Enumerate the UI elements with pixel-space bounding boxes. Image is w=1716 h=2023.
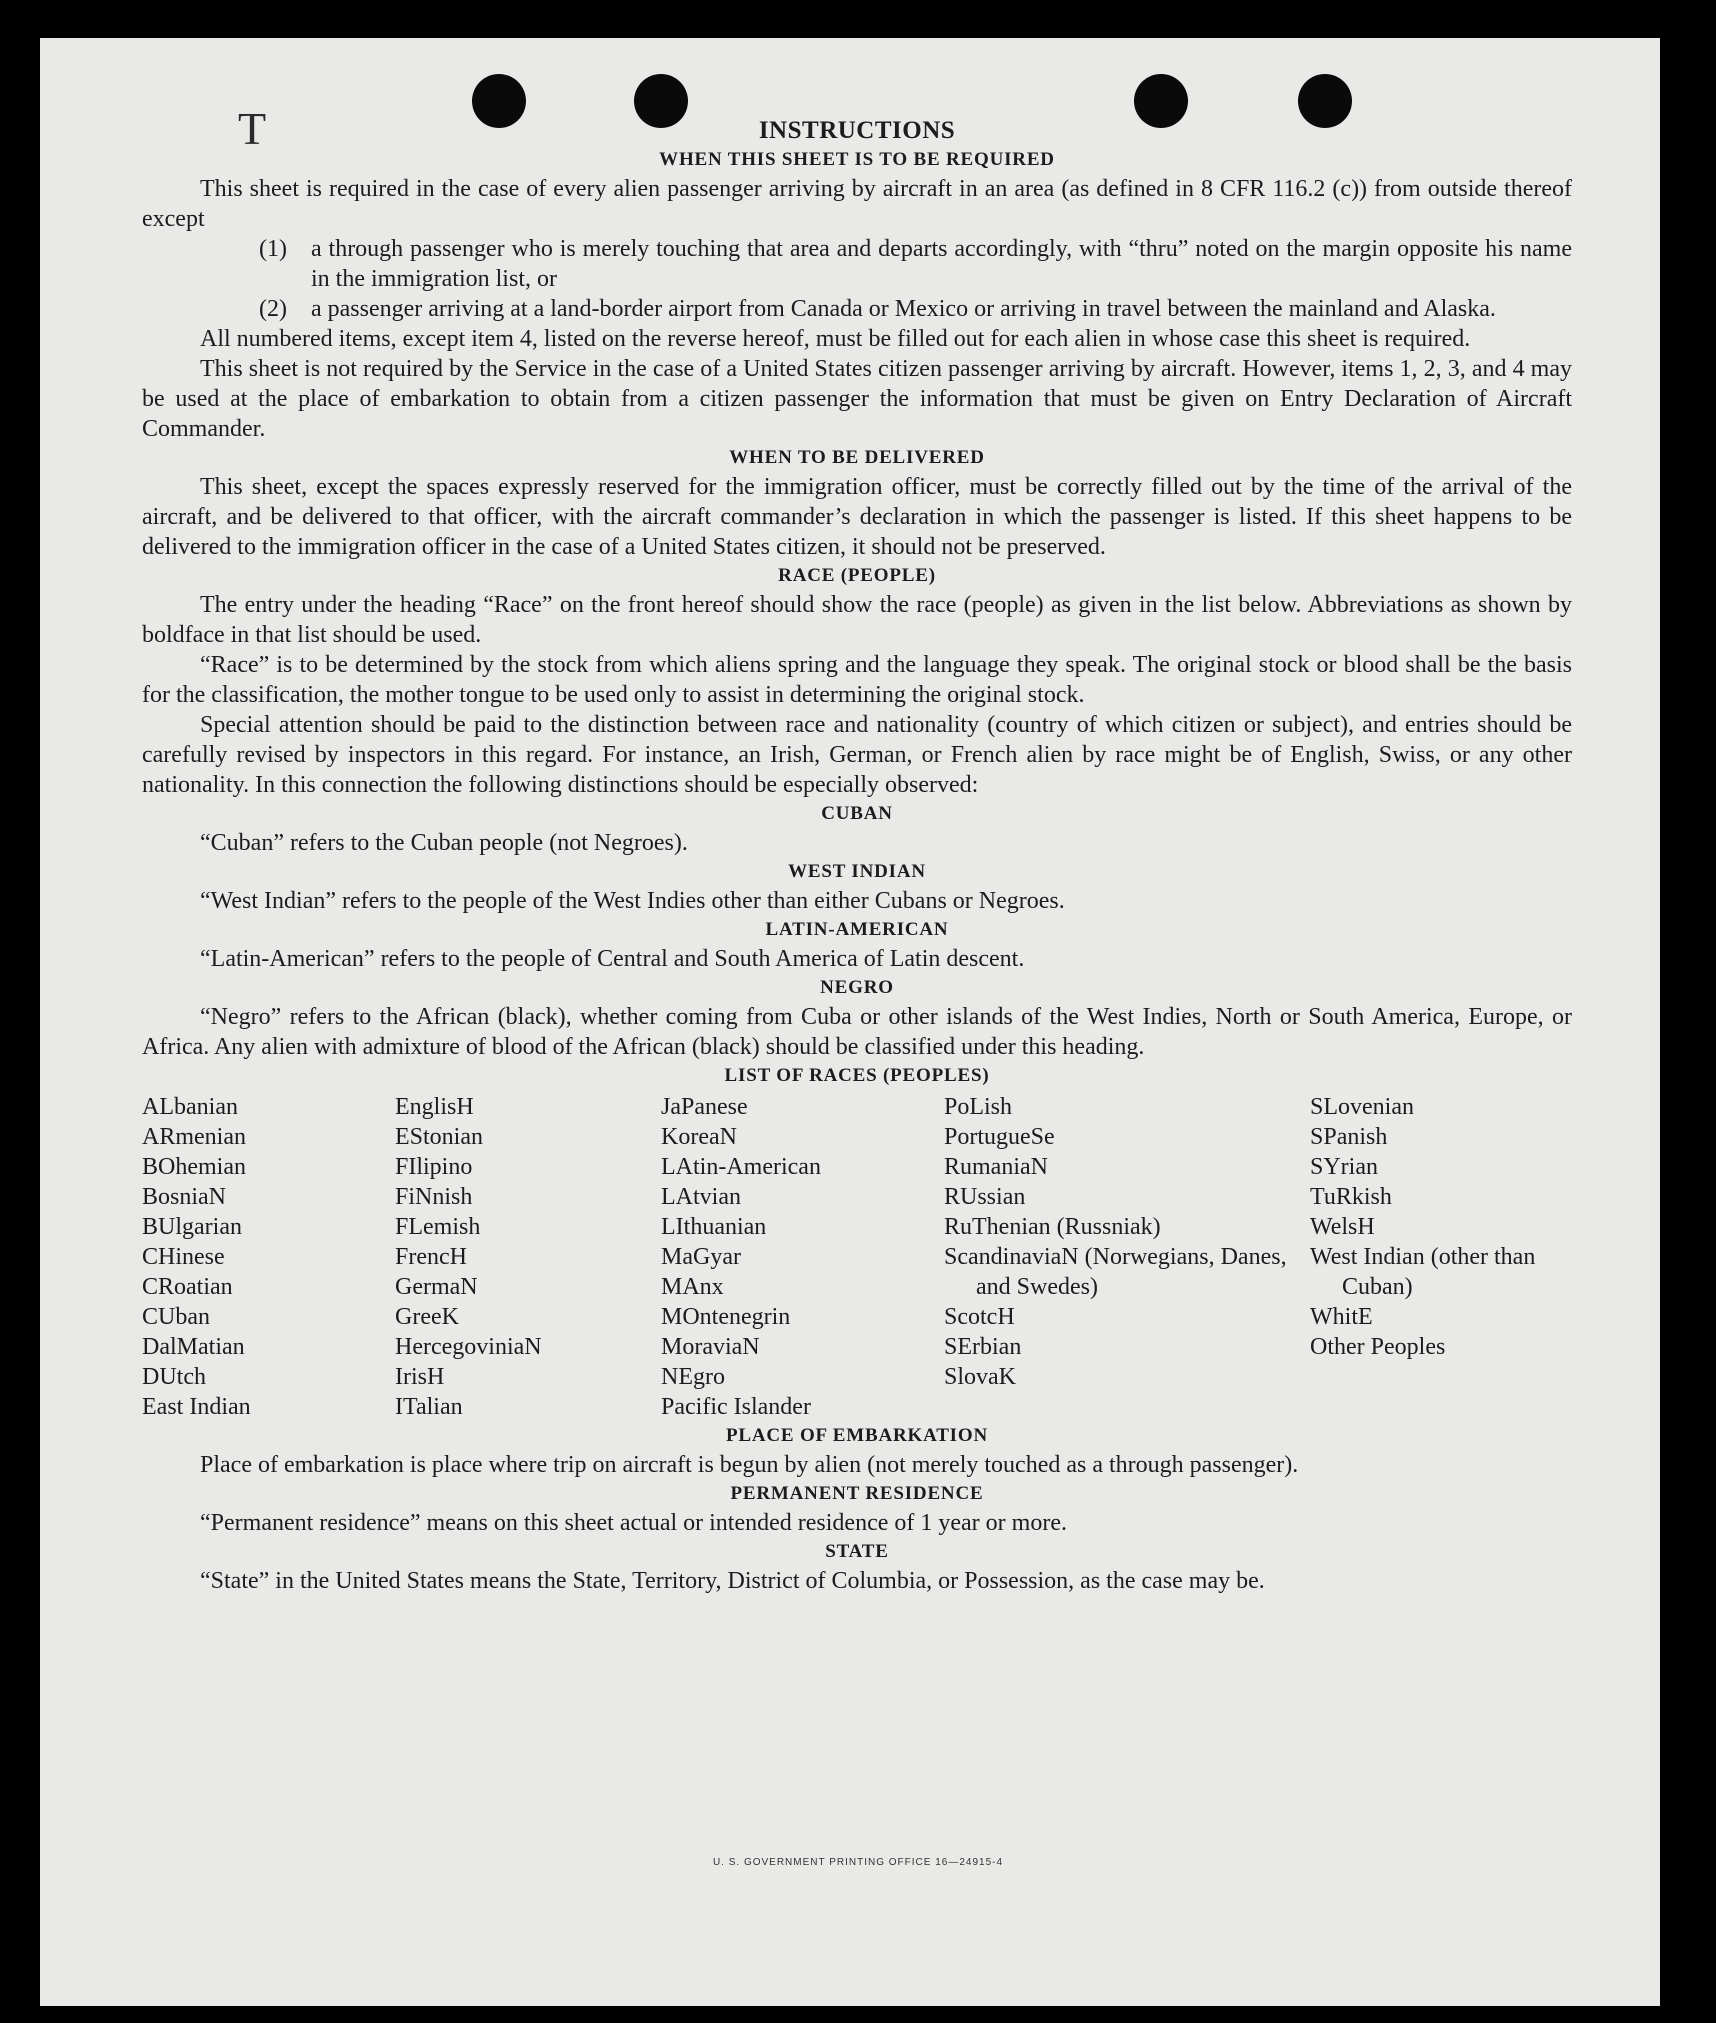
list-item: MAnx	[661, 1274, 724, 1300]
item-text: a through passenger who is merely touching that area and departs accordingly, with “thru” noted on the margin opposite his name in the immigration list, or	[311, 236, 1572, 292]
list-item: RUssian	[944, 1184, 1026, 1210]
exception-item-2	[259, 294, 1572, 324]
list-item: HercegoviniaN	[395, 1334, 542, 1360]
heading-latin-american: LATIN-AMERICAN	[765, 919, 949, 940]
printer-imprint: U. S. GOVERNMENT PRINTING OFFICE 16—24915-4	[712, 1857, 1004, 1868]
list-item: EStonian	[395, 1124, 483, 1150]
list-item: FiNnish	[395, 1184, 473, 1210]
list-item: SLovenian	[1310, 1094, 1414, 1120]
list-item: RuThenian (Russniak)	[944, 1214, 1161, 1240]
exception-item-1	[259, 234, 1572, 294]
paragraph-latin-american: “Latin-American” refers to the people of Central and South America of Latin descent.	[200, 946, 1025, 972]
heading-race-list: LIST OF RACES (PEOPLES)	[724, 1065, 990, 1086]
list-item: DalMatian	[142, 1334, 245, 1360]
list-item: PortugueSe	[944, 1124, 1055, 1150]
list-item: BUlgarian	[142, 1214, 242, 1240]
list-item: LAtvian	[661, 1184, 741, 1210]
list-item: PoLish	[944, 1094, 1013, 1120]
list-item: JaPanese	[661, 1094, 748, 1120]
list-item: ARmenian	[142, 1124, 246, 1150]
race-list	[142, 1092, 1572, 1422]
list-item: WelsH	[1310, 1214, 1375, 1240]
list-item: East Indian	[142, 1394, 251, 1420]
list-item: DUtch	[142, 1364, 206, 1390]
list-item: ITalian	[395, 1394, 463, 1420]
list-item: FrencH	[395, 1244, 467, 1270]
handwritten-mark: T	[238, 103, 267, 154]
heading-embarkation: PLACE OF EMBARKATION	[726, 1425, 988, 1446]
paragraph-west-indian: “West Indian” refers to the people of the West Indies other than either Cubans or Negroes.	[200, 888, 1065, 914]
paragraph-required: This sheet is required in the case of every alien passenger arriving by aircraft in an area (as defined in 8 CFR 116.2 (c)) from outside thereof except	[142, 176, 1572, 232]
heading-state: STATE	[825, 1541, 889, 1562]
list-item: GreeK	[395, 1304, 459, 1330]
heading-required: WHEN THIS SHEET IS TO BE REQUIRED	[659, 149, 1055, 170]
list-item: TuRkish	[1310, 1184, 1392, 1210]
list-item: SYrian	[1310, 1154, 1378, 1180]
race-column-3	[661, 1092, 944, 1422]
paragraph-numbered-items: All numbered items, except item 4, listed on the reverse hereof, must be filled out for each alien in whose case this sheet is required.	[200, 326, 1471, 352]
item-number: (1)	[259, 236, 287, 262]
list-item: EnglisH	[395, 1094, 474, 1120]
list-item: ScandinaviaN (Norwegians, Danes, and Swedes)	[944, 1244, 1287, 1300]
paragraph-delivered: This sheet, except the spaces expressly reserved for the immigration officer, must be correctly filled out by the time of the arrival of the aircraft, and be delivered to that officer, with the aircraft commander’s declaration in which the passenger is listed. If this sheet happens to be delivered to the immigration officer in the case of a United States citizen, it should not be preserved.	[142, 474, 1572, 560]
paragraph-race-definition: “Race” is to be determined by the stock from which aliens spring and the language they speak. The original stock or blood shall be the basis for the classification, the mother tongue to be used only to assist in determining the original stock.	[142, 652, 1572, 708]
list-item: Pacific Islander	[661, 1394, 811, 1420]
list-item: BosniaN	[142, 1184, 226, 1210]
instructions-text	[142, 116, 1572, 1596]
race-column-2	[395, 1092, 661, 1422]
list-item: BOhemian	[142, 1154, 246, 1180]
list-item: KoreaN	[661, 1124, 737, 1150]
list-item: FIlipino	[395, 1154, 473, 1180]
heading-permanent-residence: PERMANENT RESIDENCE	[730, 1483, 984, 1504]
page-title: INSTRUCTIONS	[758, 117, 956, 144]
paragraph-permanent-residence: “Permanent residence” means on this sheet actual or intended residence of 1 year or more.	[200, 1510, 1067, 1536]
list-item: SPanish	[1310, 1124, 1388, 1150]
race-column-4	[944, 1092, 1310, 1422]
list-item: CRoatian	[142, 1274, 233, 1300]
race-column-5	[1310, 1092, 1572, 1422]
list-item: RumaniaN	[944, 1154, 1048, 1180]
paragraph-negro: “Negro” refers to the African (black), whether coming from Cuba or other islands of the West Indies, North or South America, Europe, or Africa. Any alien with admixture of blood of the African (black) should be classified under this heading.	[142, 1004, 1572, 1060]
list-item: ALbanian	[142, 1094, 238, 1120]
list-item: FLemish	[395, 1214, 481, 1240]
list-item: MoraviaN	[661, 1334, 760, 1360]
heading-delivered: WHEN TO BE DELIVERED	[729, 447, 985, 468]
list-item: CHinese	[142, 1244, 225, 1270]
paragraph-state: “State” in the United States means the State, Territory, District of Columbia, or Possession, as the case may be.	[200, 1568, 1265, 1594]
list-item: LIthuanian	[661, 1214, 767, 1240]
heading-west-indian: WEST INDIAN	[788, 861, 926, 882]
list-item: IrisH	[395, 1364, 445, 1390]
list-item: GermaN	[395, 1274, 478, 1300]
item-number: (2)	[259, 296, 287, 322]
paragraph-embarkation: Place of embarkation is place where trip on aircraft is begun by alien (not merely touched as a through passenger).	[200, 1452, 1299, 1478]
list-item: MOntenegrin	[661, 1304, 791, 1330]
paragraph-cuban: “Cuban” refers to the Cuban people (not Negroes).	[200, 830, 688, 856]
list-item: MaGyar	[661, 1244, 741, 1270]
item-text: a passenger arriving at a land-border airport from Canada or Mexico or arriving in travel between the mainland and Alaska.	[311, 296, 1496, 322]
heading-race: RACE (PEOPLE)	[778, 565, 936, 586]
list-item: CUban	[142, 1304, 210, 1330]
list-item: WhitE	[1310, 1304, 1373, 1330]
list-item: SlovaK	[944, 1364, 1016, 1390]
paragraph-race-nationality: Special attention should be paid to the distinction between race and nationality (country of which citizen or subject), and entries should be carefully revised by inspectors in this regard. For instance, an Irish, German, or French alien by race might be of English, Swiss, or any other nationality. In this connection the following distinctions should be especially observed:	[142, 712, 1572, 798]
paragraph-race-entry: The entry under the heading “Race” on the front hereof should show the race (people) as given in the list below. Abbreviations as shown by boldface in that list should be used.	[142, 592, 1572, 648]
list-item: LAtin-American	[661, 1154, 821, 1180]
list-item: ScotcH	[944, 1304, 1015, 1330]
list-item: SErbian	[944, 1334, 1022, 1360]
race-column-1	[142, 1092, 395, 1422]
heading-negro: NEGRO	[820, 977, 894, 998]
paragraph-citizen: This sheet is not required by the Service in the case of a United States citizen passenger arriving by aircraft. However, items 1, 2, 3, and 4 may be used at the place of embarkation to obtain from a citizen passenger the information that must be given on Entry Declaration of Aircraft Commander.	[142, 356, 1572, 442]
heading-cuban: CUBAN	[821, 803, 893, 824]
list-item: Other Peoples	[1310, 1334, 1446, 1360]
list-item: NEgro	[661, 1364, 725, 1390]
list-item: West Indian (other than Cuban)	[1310, 1244, 1536, 1300]
